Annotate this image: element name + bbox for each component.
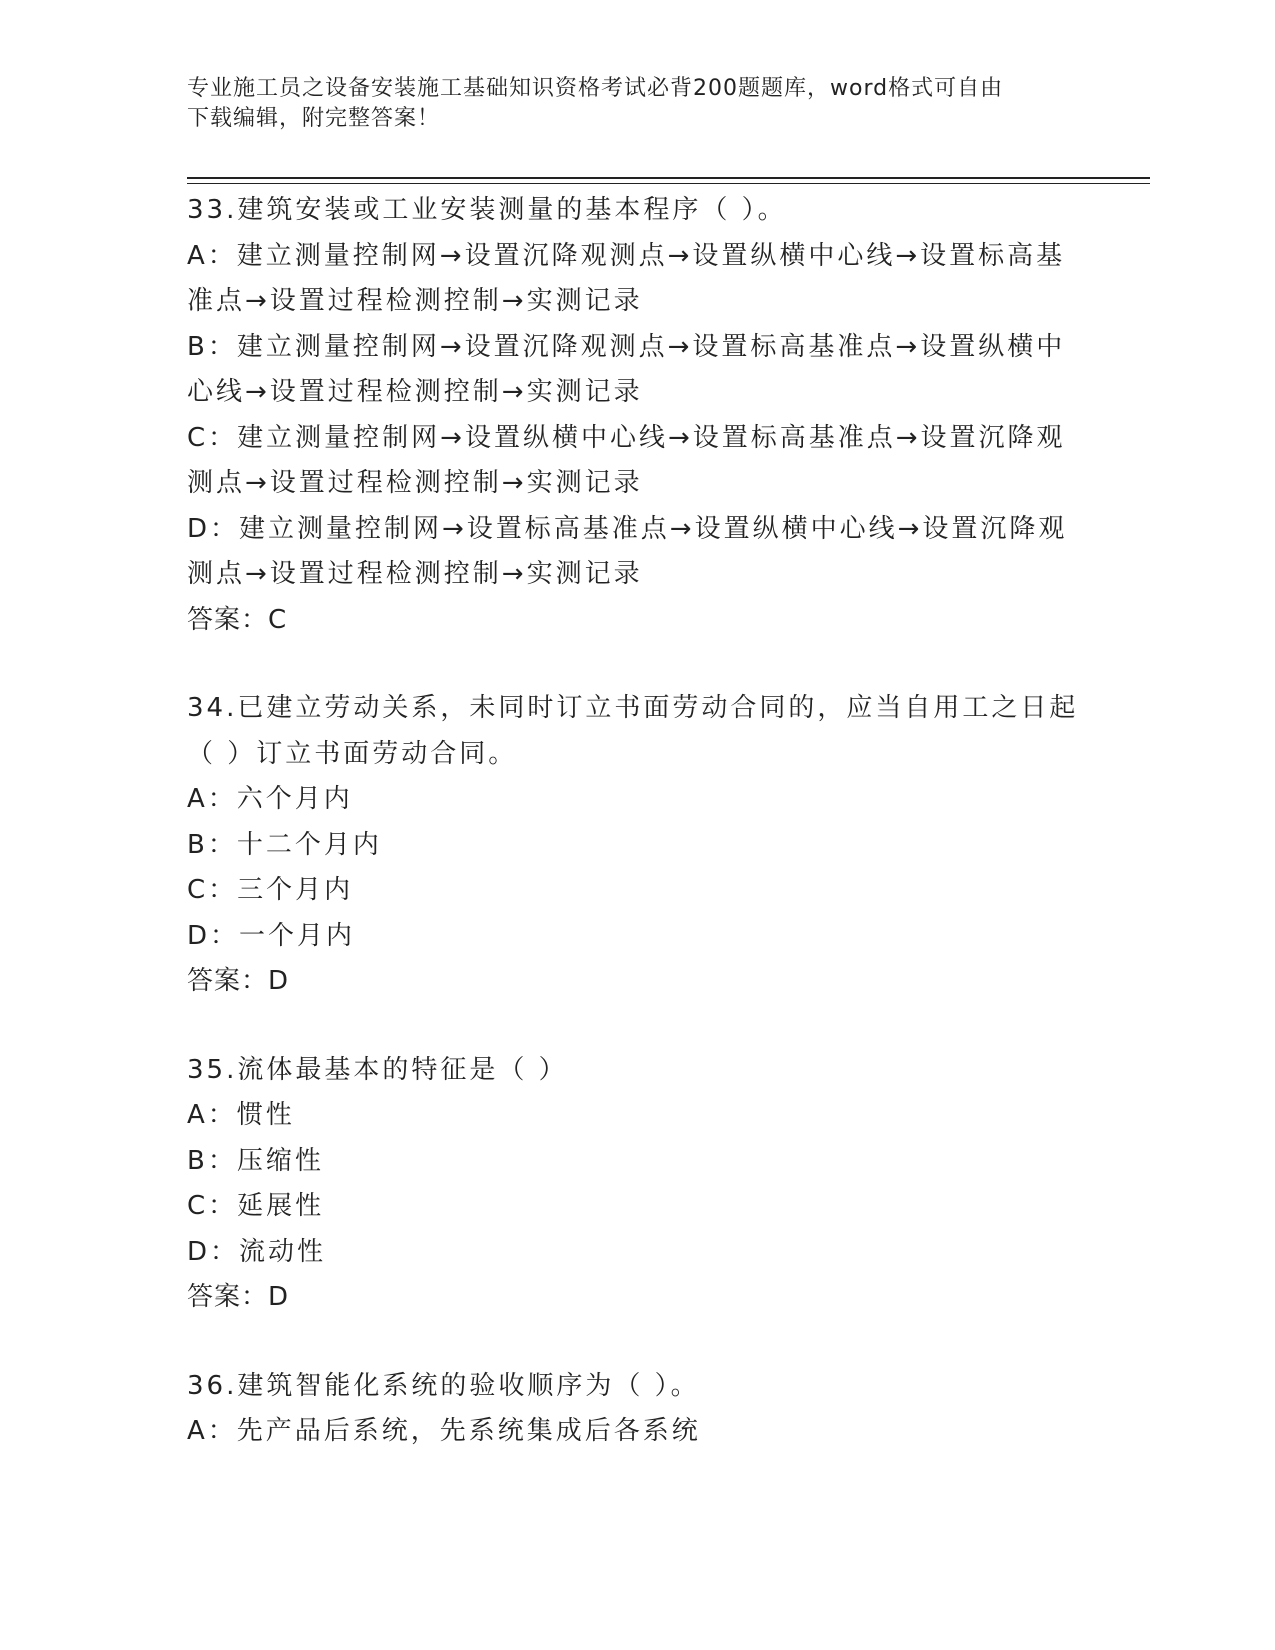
option-c-line-1: C：建立测量控制网→设置纵横中心线→设置标高基准点→设置沉降观: [187, 422, 1066, 453]
option-a: A：先产品后系统，先系统集成后各系统: [187, 1416, 701, 1446]
option-c: C：三个月内: [187, 875, 354, 905]
header-line-1: 专业施工员之设备安装施工基础知识资格考试必背200题题库，word格式可自由: [187, 76, 1004, 101]
question-stem: 33.建筑安装或工业安装测量的基本程序（ ）。: [187, 195, 787, 225]
option-b: B：十二个月内: [187, 829, 382, 860]
answer-label: 答案：D: [187, 966, 290, 996]
option-a-line-1: A：建立测量控制网→设置沉降观测点→设置纵横中心线→设置标高基: [187, 240, 1066, 271]
question-spacer: [187, 643, 1087, 686]
question-list: [187, 188, 1087, 1455]
answer-label: 答案：D: [187, 1282, 290, 1312]
question-34: [187, 686, 1087, 1005]
header-divider-thick: [187, 177, 1150, 179]
option-c: C：延展性: [187, 1191, 325, 1221]
option-d: D：流动性: [187, 1236, 327, 1267]
option-c-line-2: 测点→设置过程检测控制→实测记录: [187, 468, 643, 498]
option-a: A：六个月内: [187, 784, 353, 814]
question-stem: 35.流体最基本的特征是（ ）: [187, 1054, 568, 1085]
header-divider-thin: [187, 183, 1150, 184]
question-spacer: [187, 1321, 1087, 1364]
option-a-line-2: 准点→设置过程检测控制→实测记录: [187, 286, 643, 316]
document-header: [187, 74, 1087, 134]
header-line-2: 下载编辑，附完整答案！: [187, 106, 441, 131]
question-35: [187, 1048, 1087, 1321]
question-stem: 36.建筑智能化系统的验收顺序为（ ）。: [187, 1370, 700, 1401]
question-33: [187, 188, 1087, 643]
option-d-line-2: 测点→设置过程检测控制→实测记录: [187, 559, 643, 589]
option-b-line-2: 心线→设置过程检测控制→实测记录: [187, 377, 643, 407]
option-d-line-1: D：建立测量控制网→设置标高基准点→设置纵横中心线→设置沉降观: [187, 513, 1068, 544]
option-b: B：压缩性: [187, 1145, 324, 1176]
option-a: A：惯性: [187, 1100, 295, 1130]
option-b-line-1: B：建立测量控制网→设置沉降观测点→设置标高基准点→设置纵横中: [187, 331, 1066, 362]
answer-label: 答案：C: [187, 604, 288, 635]
question-stem-line-2: （ ）订立书面劳动合同。: [187, 738, 518, 769]
question-stem-line-1: 34.已建立劳动关系，未同时订立书面劳动合同的，应当自用工之日起: [187, 693, 1079, 723]
option-d: D：一个月内: [187, 920, 356, 951]
question-36: [187, 1364, 1087, 1455]
question-spacer: [187, 1005, 1087, 1048]
